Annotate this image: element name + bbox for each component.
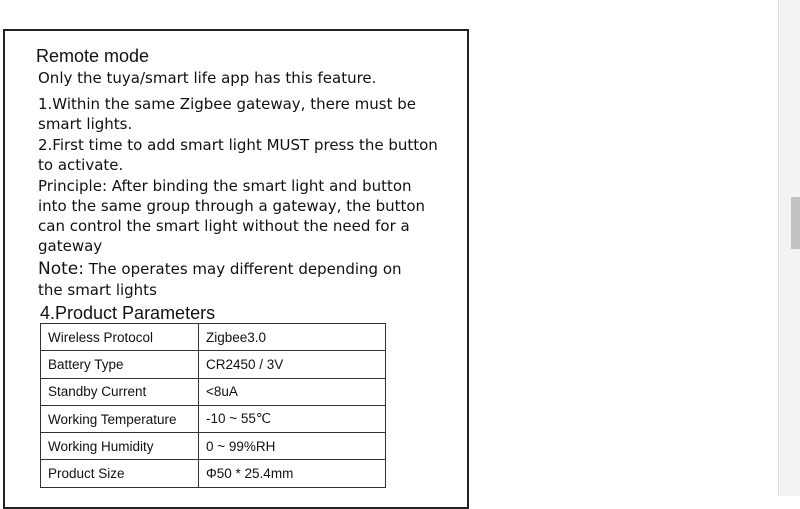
param-name: Working Temperature (41, 405, 199, 432)
scrollbar-thumb[interactable] (791, 197, 800, 249)
param-name: Working Humidity (41, 433, 199, 460)
table-row (41, 378, 386, 405)
product-parameters-title: 4.Product Parameters (40, 303, 216, 323)
note-label: Note: (38, 259, 84, 279)
principle-label: Principle: (38, 177, 108, 195)
step-2-line-2: to activate. (38, 156, 124, 174)
app-availability-note: Only the tuya/smart life app has this feature. (38, 69, 377, 87)
note-text-1: The operates may different depending on (83, 260, 402, 278)
table-row (41, 324, 386, 351)
param-value: CR2450 / 3V (199, 351, 386, 378)
param-value: <8uA (199, 378, 386, 405)
principle-line-4: gateway (38, 237, 103, 255)
param-name: Battery Type (41, 351, 199, 378)
principle-line-3: can control the smart light without the need for a (38, 217, 410, 235)
principle-line-2: into the same group through a gateway, the button (38, 197, 426, 215)
step-2-line-1: 2.First time to add smart light MUST press the button (38, 136, 438, 154)
table-row (41, 460, 386, 487)
product-parameters-table (40, 323, 386, 488)
step-1-line-2: smart lights. (38, 115, 133, 133)
table-row (41, 405, 386, 432)
table-row (41, 351, 386, 378)
principle-line-1 (38, 176, 412, 196)
param-value: Φ50 * 25.4mm (199, 460, 386, 487)
note-line-1 (38, 259, 402, 279)
param-name: Wireless Protocol (41, 324, 199, 351)
param-value: Zigbee3.0 (199, 324, 386, 351)
param-value: 0 ~ 99%RH (199, 433, 386, 460)
remote-mode-heading: Remote mode (36, 46, 150, 66)
principle-text-1: After binding the smart light and button (107, 177, 412, 195)
note-line-2: the smart lights (38, 281, 157, 299)
param-name: Product Size (41, 460, 199, 487)
table-row (41, 433, 386, 460)
param-name: Standby Current (41, 378, 199, 405)
param-value: -10 ~ 55℃ (199, 405, 386, 432)
step-1-line-1: 1.Within the same Zigbee gateway, there must be (38, 95, 417, 113)
